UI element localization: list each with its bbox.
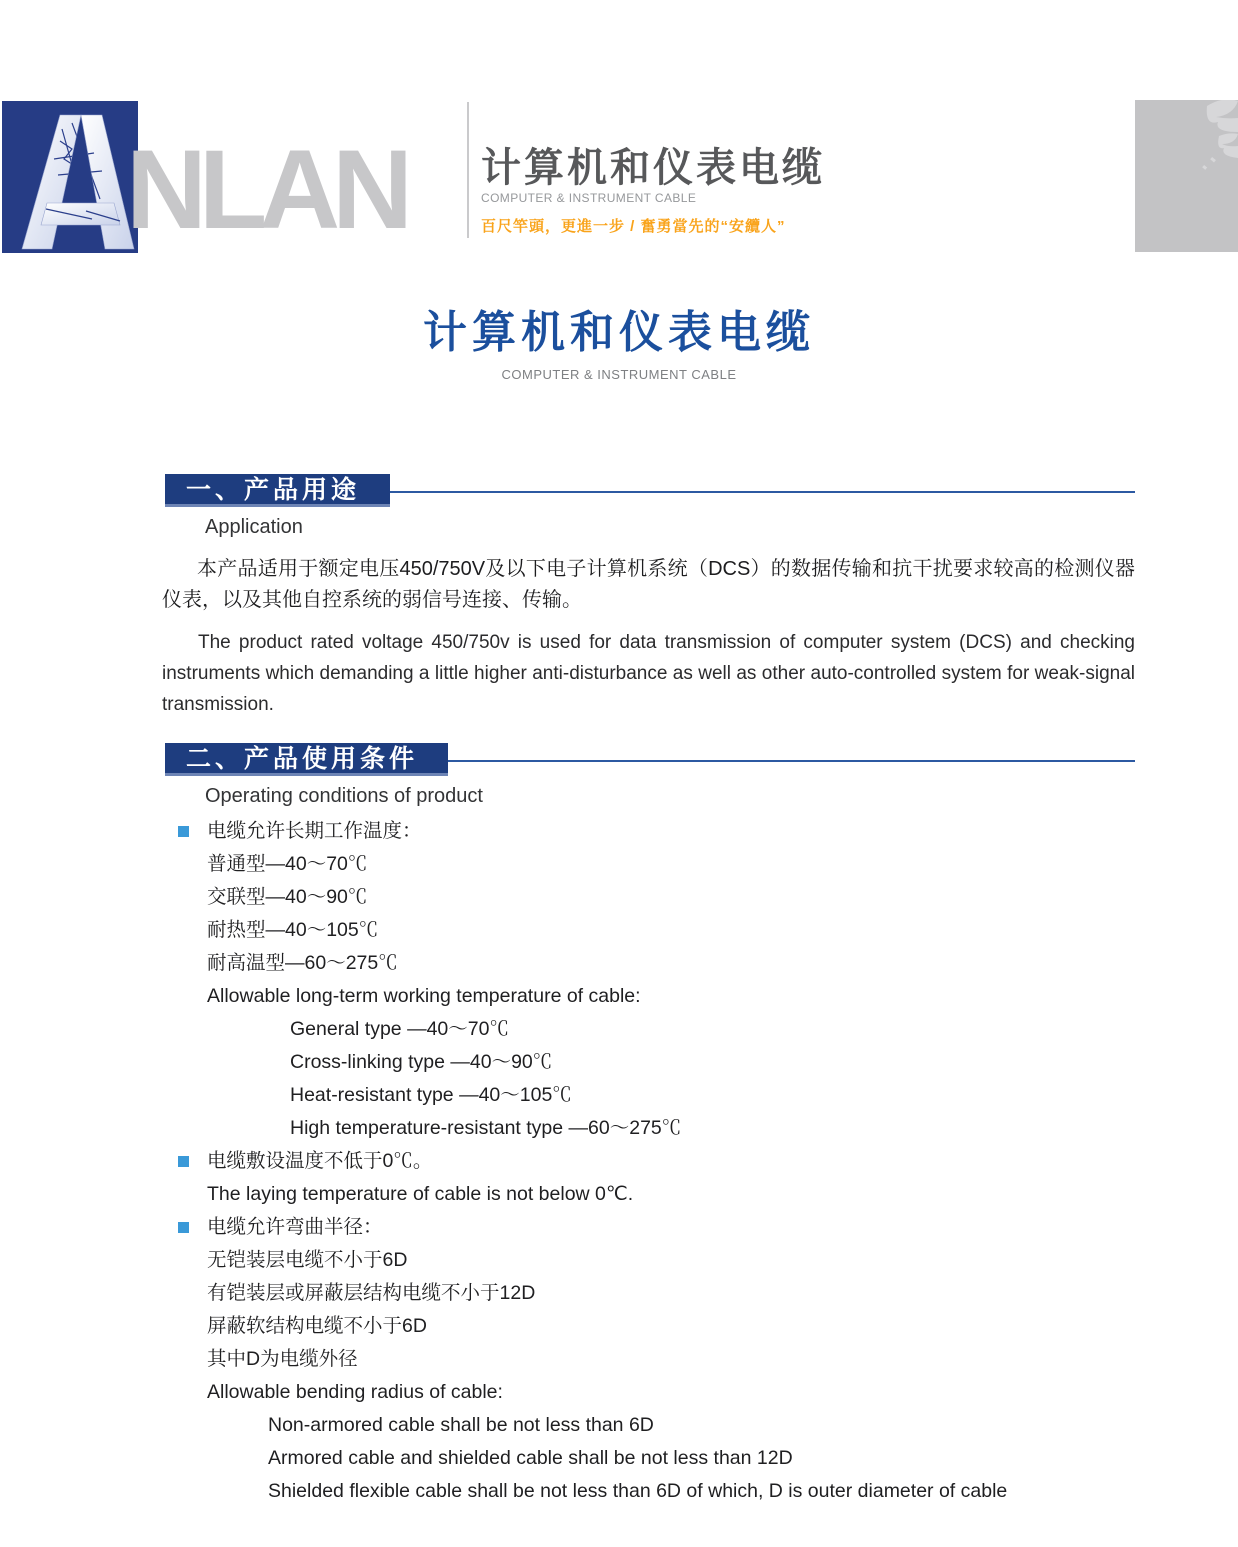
section2-heading-row (165, 743, 1135, 776)
list-item (162, 980, 1135, 1013)
list-item-text: Heat-resistant type —40～105℃ (290, 1084, 572, 1106)
leaf-decoration-icon (1135, 100, 1238, 252)
conditions-list (162, 815, 1135, 1508)
section-rule (448, 760, 1135, 762)
list-item (162, 1376, 1135, 1409)
header-divider (467, 102, 469, 238)
list-item-text: 耐热型—40～105℃ (207, 919, 379, 941)
list-item (162, 1013, 1135, 1046)
list-item-text: Armored cable and shielded cable shall be not less than 12D (268, 1447, 793, 1469)
section1-subheading: Application (205, 516, 303, 538)
doc-title-cn: 计算机和仪表电缆 (423, 308, 815, 357)
list-item (162, 1211, 1135, 1244)
list-item-text: 电缆允许长期工作温度： (207, 820, 422, 842)
header-text-block (481, 146, 825, 236)
bullet-square-icon (178, 1156, 189, 1167)
list-item-text: Non-armored cable shall be not less than 6D (268, 1414, 654, 1436)
company-logo (2, 101, 138, 253)
list-item (162, 881, 1135, 914)
list-item-text: 耐高温型—60～275℃ (207, 952, 398, 974)
list-item (162, 1475, 1135, 1508)
list-item (162, 1343, 1135, 1376)
list-item-text: Cross-linking type —40～90℃ (290, 1051, 553, 1073)
bullet-square-icon (178, 1222, 189, 1233)
header-title-en: COMPUTER & INSTRUMENT CABLE (481, 191, 697, 205)
section-rule (390, 491, 1135, 493)
list-item-text: 无铠装层电缆不小于6D (207, 1249, 408, 1271)
list-item (162, 914, 1135, 947)
section-operating-conditions (162, 743, 1135, 1508)
list-item (162, 1277, 1135, 1310)
list-item-text: General type —40～70℃ (290, 1018, 509, 1040)
list-item-text: 电缆敷设温度不低于0℃。 (207, 1150, 433, 1172)
application-paragraph-en: The product rated voltage 450/750v is used for data transmission of computer system (DCS) and checking instruments which demanding a little higher anti-disturbance as well as other auto-controlled system for weak-signal transmission. (162, 632, 1135, 715)
bullet-square-icon (178, 826, 189, 837)
section1-heading-badge: 一、产品用途 (165, 474, 390, 507)
logo-wordmark: NLAN (126, 127, 406, 252)
section2-subheading: Operating conditions of product (205, 785, 483, 807)
list-item (162, 1178, 1135, 1211)
list-item (162, 1409, 1135, 1442)
doc-title-block (0, 296, 1238, 382)
list-item (162, 1046, 1135, 1079)
list-item-text: 屏蔽软结构电缆不小于6D (207, 1315, 427, 1337)
section-application (162, 474, 1135, 720)
logo-a-icon (2, 101, 138, 253)
header-title-cn: 计算机和仪表电缆 (481, 146, 825, 190)
section2-heading-badge: 二、产品使用条件 (165, 743, 448, 776)
list-item-text: 有铠装层或屏蔽层结构电缆不小于12D (207, 1282, 536, 1304)
list-item-text: Allowable long-term working temperature of cable: (207, 985, 641, 1007)
application-paragraph-cn: 本产品适用于额定电压450/750V及以下电子计算机系统（DCS）的数据传输和抗干扰要求较高的检测仪器仪表，以及其他自控系统的弱信号连接、传输。 (162, 558, 1135, 611)
doc-title-en: COMPUTER & INSTRUMENT CABLE (501, 367, 737, 382)
list-item (162, 1079, 1135, 1112)
section1-heading-row (165, 474, 1135, 507)
list-item (162, 947, 1135, 980)
list-item-text: Shielded flexible cable shall be not less than 6D of which, D is outer diameter of cable (268, 1480, 1008, 1502)
list-item-text: 交联型—40～90℃ (207, 886, 368, 908)
list-item (162, 1442, 1135, 1475)
list-item (162, 1112, 1135, 1145)
list-item-text: 普通型—40～70℃ (207, 853, 368, 875)
list-item-text: 其中D为电缆外径 (207, 1348, 358, 1370)
list-item (162, 1145, 1135, 1178)
list-item (162, 1244, 1135, 1277)
list-item-text: 电缆允许弯曲半径： (207, 1216, 383, 1238)
header-slogan: 百尺竿頭，更進一步 / 奮勇當先的“安纜人” (481, 218, 786, 235)
list-item (162, 848, 1135, 881)
list-item (162, 1310, 1135, 1343)
list-item-text: The laying temperature of cable is not below 0℃. (207, 1183, 634, 1205)
list-item-text: High temperature-resistant type —60～275℃ (290, 1117, 682, 1139)
list-item (162, 815, 1135, 848)
corner-decoration (1135, 100, 1238, 252)
list-item-text: Allowable bending radius of cable: (207, 1381, 503, 1403)
